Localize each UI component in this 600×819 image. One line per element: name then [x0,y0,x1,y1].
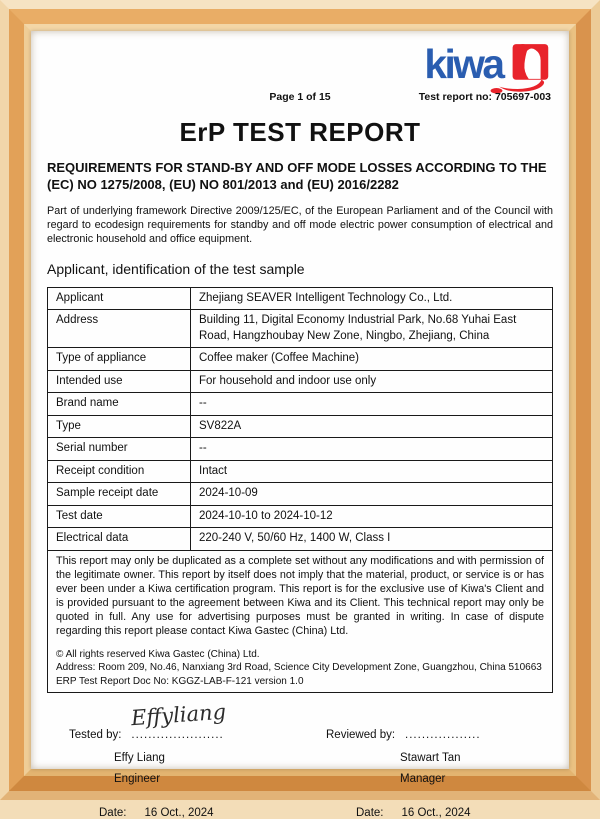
table-row-label: Intended use [48,370,191,393]
reviewed-by-label: Reviewed by: [326,729,396,742]
table-row-value: 220-240 V, 50/60 Hz, 1400 W, Class I [191,528,553,551]
table-row-value: 2024-10-10 to 2024-10-12 [191,505,553,528]
table-row-value: Building 11, Digital Economy Industrial Park, No.68 Yuhai East Road, Hangzhoubay New Zone, Ningbo, Zhejiang, China [191,310,553,348]
table-row-value: -- [191,393,553,416]
tested-by-dots: ...................... [131,729,224,742]
reviewed-date [300,807,553,819]
kiwa-beaver-icon [524,49,540,79]
table-row [48,393,553,416]
table-row-label: Address [48,310,191,348]
tested-date-value: 16 Oct., 2024 [144,807,214,819]
table-row [48,310,553,348]
report-page [31,31,569,819]
table-row [48,348,553,371]
tester-name: Effy Liang [114,752,165,765]
header [47,39,553,89]
identification-table [47,287,553,551]
table-row-label: Type of appliance [48,348,191,371]
lab-address-line: Address: Room 209, No.46, Nanxiang 3rd Road, Science City Development Zone, Guangzhou, China 510663 [56,662,542,674]
table-row-label: Test date [48,505,191,528]
disclaimer-box [47,551,553,694]
kiwa-logo-text: kiwa [424,41,503,88]
report-number: Test report no: 705697-003 [418,91,551,103]
kiwa-logo [423,39,553,95]
table-row [48,415,553,438]
reviewed-by-line [326,719,553,741]
table-row-label: Applicant [48,287,191,310]
directive-intro: Part of underlying framework Directive 2009/125/EC, of the European Parliament and of the Council with regard to ecodesign requirements for standby and off mode electric power consumption of electrical and electronic household and office equipment. [47,204,553,246]
copyright-line: © All rights reserved Kiwa Gastec (China) Ltd. [56,648,260,660]
tested-by-line [69,700,300,742]
table-row-value: For household and indoor use only [191,370,553,393]
section-heading: Applicant, identification of the test sample [47,260,305,277]
report-title: ErP TEST REPORT [179,117,421,147]
table-row [48,370,553,393]
table-row [48,483,553,506]
table-row-value: SV822A [191,415,553,438]
signature-area [47,700,553,786]
page-number: Page 1 of 15 [269,91,331,103]
tested-by-signature: Effyliang [130,700,227,731]
table-row [48,528,553,551]
table-row-value: Intact [191,460,553,483]
table-row-value: Zhejiang SEAVER Intelligent Technology Co., Ltd. [191,287,553,310]
reviewed-date-value: 16 Oct., 2024 [401,807,471,819]
reviewed-date-label: Date: [356,807,384,819]
table-row-label: Serial number [48,438,191,461]
reviewed-by-dots: .................. [405,729,481,742]
table-row-label: Electrical data [48,528,191,551]
meta-row [47,91,553,107]
table-row [48,460,553,483]
table-row [48,287,553,310]
kiwa-beaver-tail [499,80,544,92]
tested-date [47,807,300,819]
table-row [48,438,553,461]
table-row [48,505,553,528]
reviewer-name: Stawart Tan [400,752,461,765]
doc-number-line: ERP Test Report Doc No: KGGZ-LAB-F-121 version 1.0 [56,675,304,687]
reviewed-by-block [300,719,553,785]
table-row-label: Type [48,415,191,438]
table-row-label: Receipt condition [48,460,191,483]
requirements-heading: REQUIREMENTS FOR STAND-BY AND OFF MODE LOSSES ACCORDING TO THE (EC) NO 1275/2008, (EU) NO 801/2013 and (EU) 2016/2282 [47,160,547,192]
table-row-label: Brand name [48,393,191,416]
table-row-value: Coffee maker (Coffee Machine) [191,348,553,371]
table-row-value: -- [191,438,553,461]
tested-by-label: Tested by: [69,729,122,742]
tester-role: Engineer [114,773,161,786]
tested-by-block [47,700,300,786]
table-row-value: 2024-10-09 [191,483,553,506]
tested-date-label: Date: [99,807,127,819]
reviewer-role: Manager [400,773,446,786]
date-row [47,807,553,819]
table-row-label: Sample receipt date [48,483,191,506]
disclaimer-text: This report may only be duplicated as a complete set without any modifications and with permission of the legitimate owner. This report by itself does not imply that the material, product, or service is or has ever been under a Kiwa certification program. This report is for the exclusive use of Kiwa's Client and is provided pursuant to the agreement between Kiwa and its Client. This technical report may only be quoted in full. Any use for advertising purposes must be granted in writing. In case of dispute regarding this report please contact Kiwa Gastec (China) Ltd. [56,554,544,637]
